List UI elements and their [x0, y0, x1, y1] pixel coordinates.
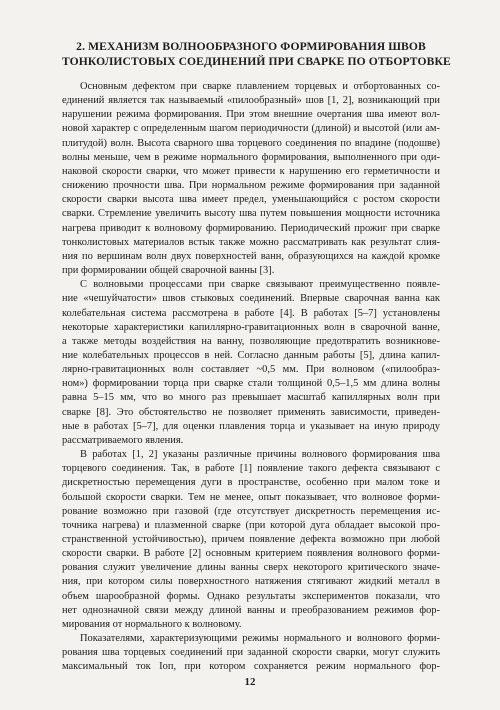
text-line: нагрева приводит к волновому формированию. Периодический прожиг при сварке: [62, 222, 440, 234]
text-line: равна 5–15 мм, что во много раз превышает масштаб капиллярных волн при: [62, 392, 440, 404]
text-line: скорости сварки. В работе [2] основным критерием появления волнового форми-: [62, 548, 440, 560]
paragraph: [62, 632, 440, 674]
text-line: новой характер с определенным шагом периодичности (длиной) и высотой (или ам-: [62, 123, 440, 135]
text-line: В работах [1, 2] указаны различные причины волнового формирования шва: [80, 449, 440, 461]
text-line: рование возможно при газовой (где отсутствует дискретность перемещения ис-: [62, 505, 440, 517]
text-line: ния, при котором силы поверхностного натяжения стягивают жидкий металл в: [62, 576, 440, 588]
text-line: нет однозначной связи между длиной ванны и преобразованием режимов фор-: [62, 604, 440, 616]
text-line: Показателями, характеризующими режимы нормального и волнового форми-: [80, 633, 440, 645]
text-line: лярно-гравитационных волн составляет ~0,5 мм. При волновом («пилообраз-: [62, 364, 440, 376]
paragraph: [62, 448, 440, 632]
text-line: волны меньше, чем в режиме нормального формирования, выполненного при оди-: [62, 151, 440, 163]
page-number: 12: [244, 676, 256, 688]
text-line: единений является так называемый «пилообразный» шов [1, 2], возникающий при: [62, 95, 440, 107]
text-line: объем шарообразной формы. Однако результаты экспериментов показали, что: [62, 590, 440, 602]
text-line: а также методы воздействия на ванну, позволяющие предотвратить возникнове-: [62, 335, 440, 347]
text-line: тонколистовых материалов встык также можно рассматривать как результат слия-: [62, 236, 440, 248]
text-line: странственной устойчивостью), причем появление дефекта возможно при любой: [62, 534, 440, 545]
text-line: снижению прочности шва. При нормальном режиме формирования при заданной: [62, 180, 440, 192]
text-line: большой скорости сварки. Тем не менее, опыт показывает, что волновое форми-: [62, 491, 440, 503]
text-line: скорости сварки высота шва имеет предел, уменьшающийся с ростом скорости: [62, 194, 440, 206]
text-line: дискретностью перемещения дуги в пространстве, особенно при малом токе и: [62, 477, 440, 489]
text-line: наковой скорости сварки, что может привести к нарушению его герметичности и: [62, 165, 440, 177]
text-line: торцевого соединения. Так, в работе [1] появление такого дефекта связывают с: [62, 463, 440, 475]
text-line: мирования от нормального к волновому.: [62, 618, 242, 630]
text-line: максимальный ток Iоп, при котором сохраняется режим нормального фор-: [62, 661, 440, 673]
paragraph: [62, 278, 440, 448]
text-line: С волновыми процессами при сварке связывают преимущественно появле-: [80, 279, 440, 291]
text-line: некоторые характеристики капиллярно-гравитационных волн в сварочной ванне,: [62, 321, 440, 333]
paragraph: [62, 80, 440, 278]
section-heading: [62, 40, 451, 69]
text-line: при формировании общей сварочной ванны [3].: [62, 265, 275, 277]
body-text: [62, 80, 440, 675]
heading-line: 2. МЕХАНИЗМ ВОЛНООБРАЗНОГО ФОРМИРОВАНИЯ ШВОВ: [76, 40, 426, 53]
text-line: ния по вершинам волн двух поверхностей ванн, образующихся на каждой кромке: [62, 250, 440, 262]
text-line: ние «чешуйчатости» швов стыковых соединений. Впервые сварочная ванна как: [62, 293, 440, 305]
text-line: ние колебательных процессов в ней. Согласно данным работы [5], длина капил-: [62, 349, 440, 361]
text-line: колебательная система рассмотрена в работе [4]. В работах [5–7] установлены: [62, 307, 440, 319]
text-line: рования шва торцевых соединений при заданной скорости сварки, могут служить: [62, 647, 440, 659]
text-line: ные в работах [5–7], для оценки плавления торца и указывает на иную природу: [62, 420, 440, 432]
text-line: сварки. Стремление увеличить высоту шва путем повышения мощности источника: [62, 208, 440, 220]
text-line: нарушении режима формирования. При этом внешние очертания шва имеют вол-: [62, 109, 440, 121]
text-line: точника нагрева) и плазменной сварке (при которой дуга обладает высокой про-: [62, 519, 440, 531]
heading-line: ТОНКОЛИСТОВЫХ СОЕДИНЕНИЙ ПРИ СВАРКЕ ПО ОТБОРТОВКЕ: [62, 54, 451, 68]
text-line: рассматриваемого явления.: [62, 434, 184, 446]
text-line: ном») формировании торца при сварке стали толщиной 0,5–1,5 мм длина волны: [62, 378, 440, 390]
text-line: Основным дефектом при сварке плавлением торцевых и отбортованных со-: [80, 81, 440, 92]
text-line: плитудой) волн. Высота сварного шва торцевого соединения по впадине (подошве): [62, 137, 440, 149]
text-line: рования служит увеличение длины ванны сверх некоторого критического значе-: [62, 562, 440, 574]
text-line: сварке [8]. Это обстоятельство не позволяет применять зависимости, приведен-: [62, 406, 440, 418]
